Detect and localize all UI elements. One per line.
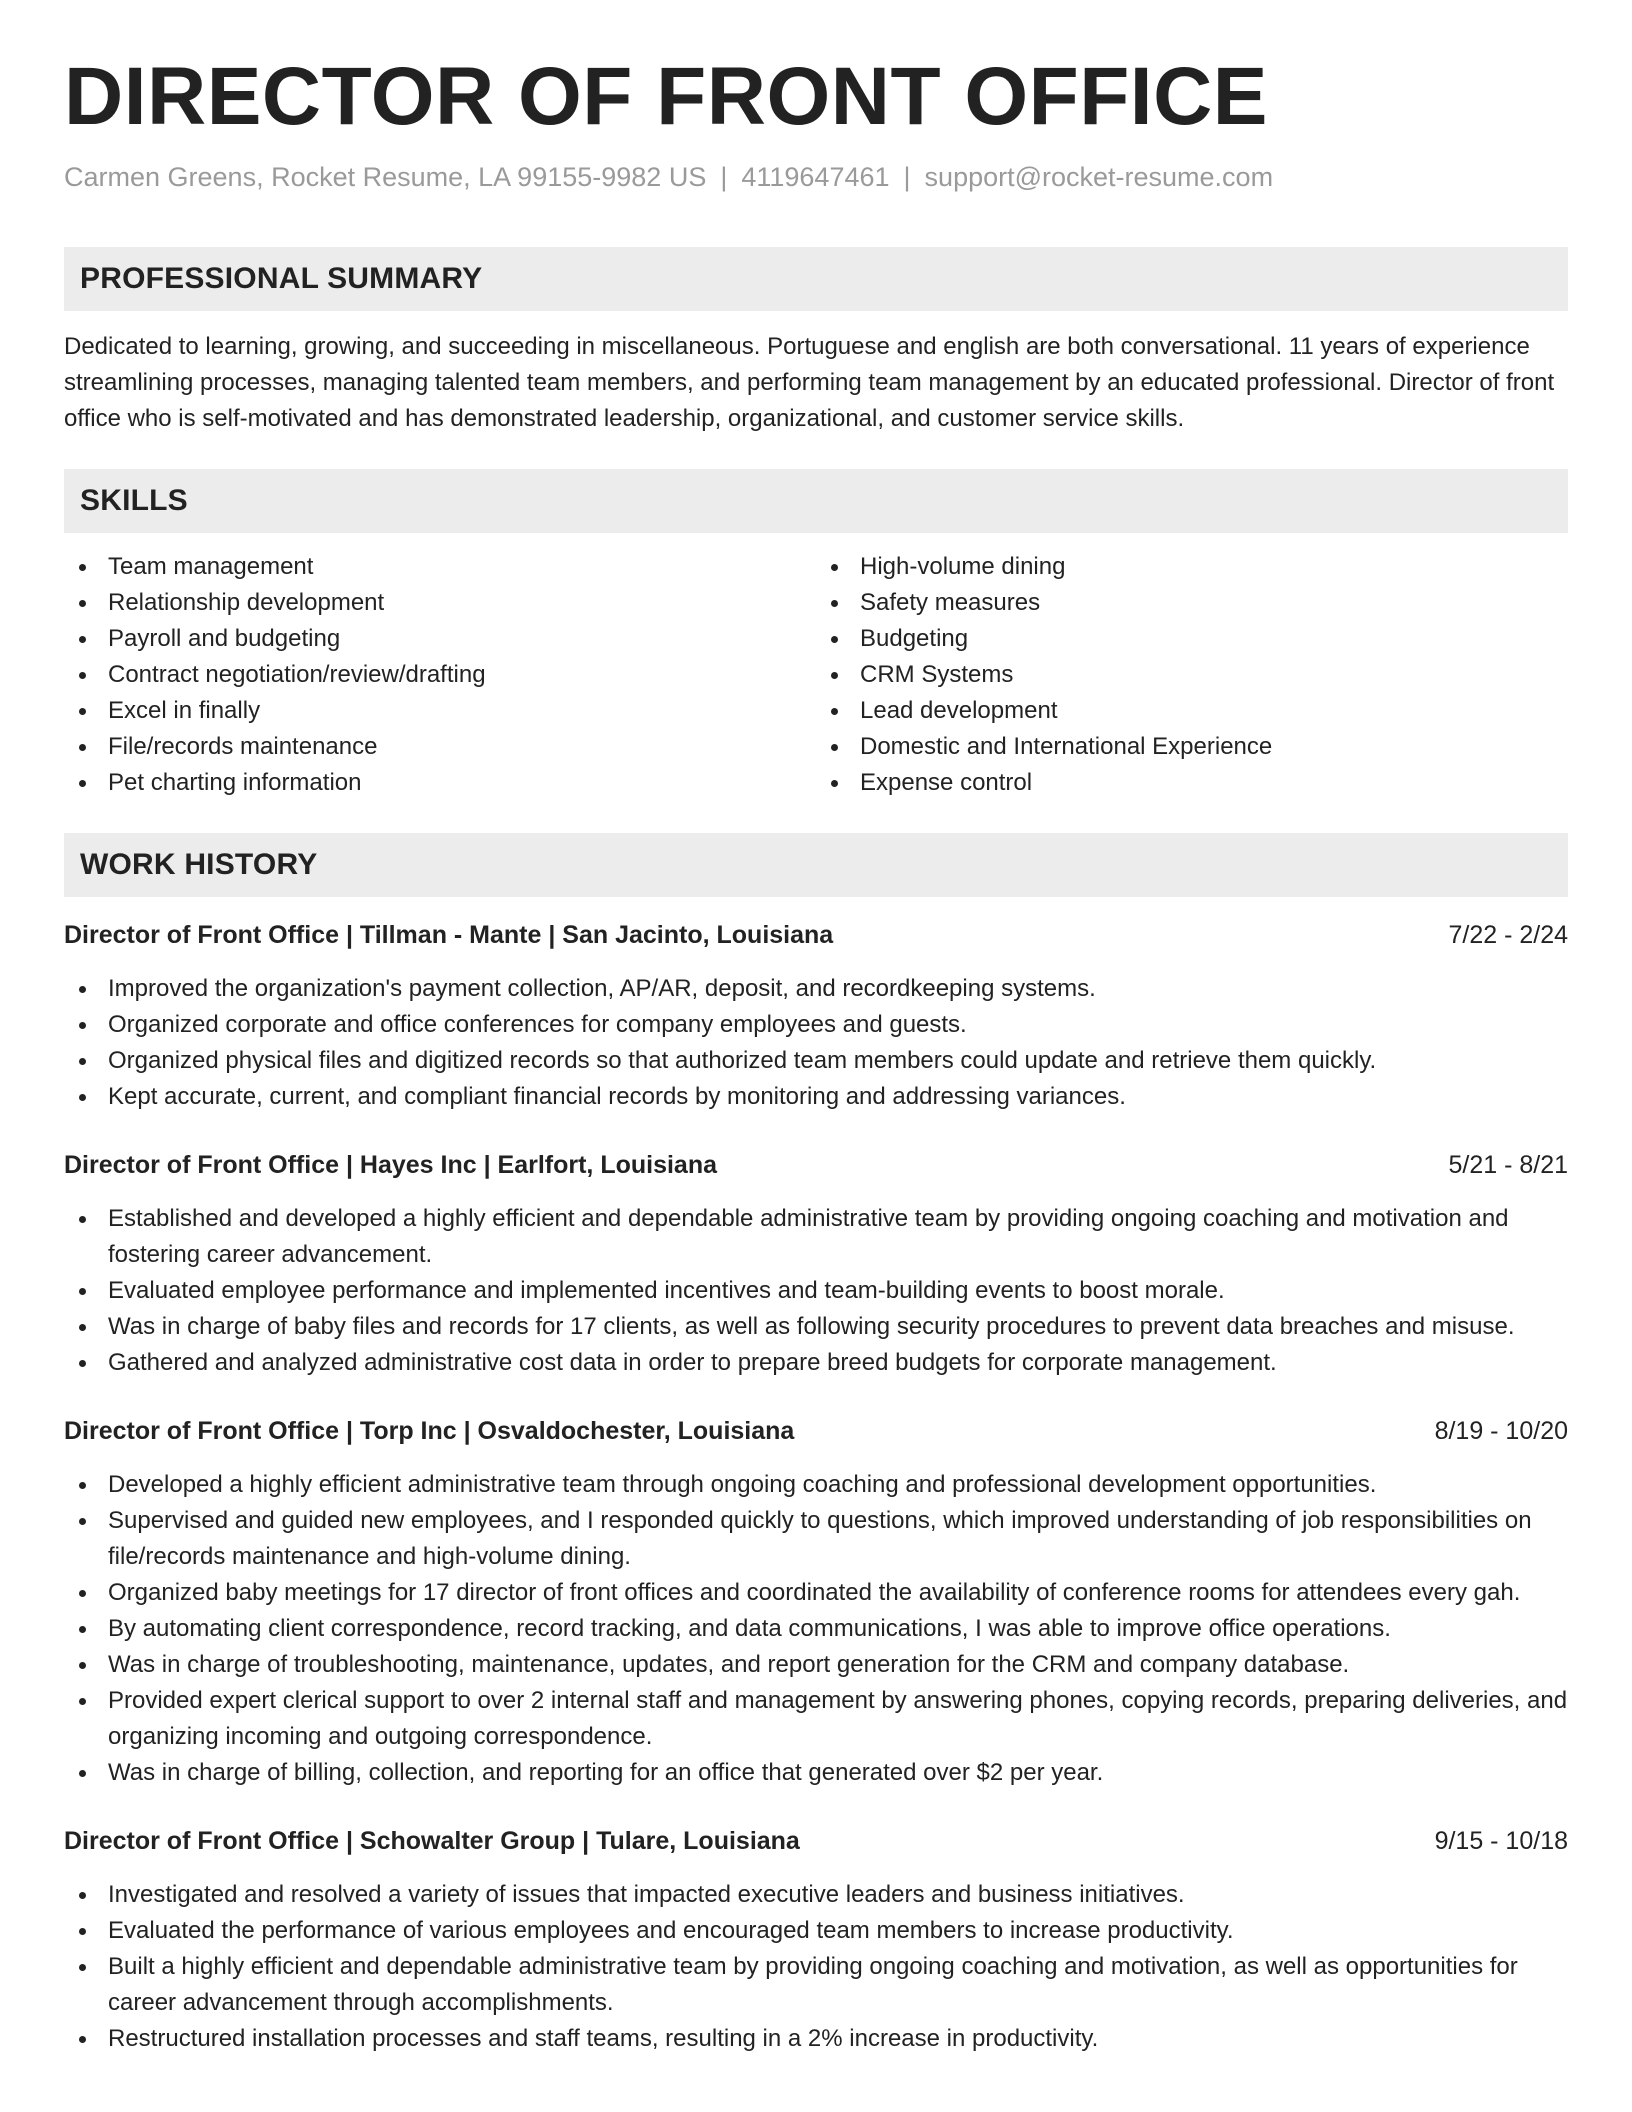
job-header [64, 1147, 1568, 1183]
contact-phone: 4119647461 [741, 162, 890, 193]
section-heading-summary: PROFESSIONAL SUMMARY [64, 247, 1568, 311]
job-bullet: Improved the organization's payment collection, AP/AR, deposit, and recordkeeping systems. [64, 971, 1568, 1007]
skill-item: Team management [64, 549, 816, 585]
job-header [64, 1413, 1568, 1449]
job-bullet: Investigated and resolved a variety of issues that impacted executive leaders and business initiatives. [64, 1877, 1568, 1913]
job-bullets [64, 971, 1568, 1115]
job-bullet: Evaluated employee performance and implemented incentives and team-building events to boost morale. [64, 1273, 1568, 1309]
job-bullets [64, 1877, 1568, 2057]
job-dates: 7/22 - 2/24 [1448, 921, 1568, 950]
skills-column-left [64, 549, 816, 801]
skill-item: Pet charting information [64, 765, 816, 801]
job-title: Director of Front Office | Tillman - Mante | San Jacinto, Louisiana [64, 921, 834, 950]
job-title: Director of Front Office | Torp Inc | Osvaldochester, Louisiana [64, 1417, 795, 1446]
job-entry [64, 1413, 1568, 1791]
job-bullet: Evaluated the performance of various employees and encouraged team members to increase productivity. [64, 1913, 1568, 1949]
job-bullet: Established and developed a highly efficient and dependable administrative team by providing ongoing coaching and motivation and fostering career advancement. [64, 1201, 1568, 1273]
contact-separator: | [720, 162, 728, 193]
resume-title: DIRECTOR OF FRONT OFFICE [64, 51, 1269, 142]
job-bullet: Was in charge of billing, collection, and reporting for an office that generated over $2 per year. [64, 1755, 1568, 1791]
job-dates: 9/15 - 10/18 [1434, 1827, 1568, 1856]
skill-item: Safety measures [816, 585, 1568, 621]
skill-item: Contract negotiation/review/drafting [64, 657, 816, 693]
skill-item: File/records maintenance [64, 729, 816, 765]
summary-text: Dedicated to learning, growing, and succeeding in miscellaneous. Portuguese and english are both conversational. 11 years of experience streamlining processes, managing talented team members, and performing team management by an educated professional. Director of front office who is self-motivated and has demonstrated leadership, organizational, and customer service skills. [64, 333, 1555, 433]
job-dates: 8/19 - 10/20 [1434, 1417, 1568, 1446]
skill-item: Budgeting [816, 621, 1568, 657]
job-bullet: Organized baby meetings for 17 director of front offices and coordinated the availability of conference rooms for attendees every gah. [64, 1575, 1568, 1611]
job-bullets [64, 1467, 1568, 1791]
section-heading-work-history: WORK HISTORY [64, 833, 1568, 897]
contact-line [64, 160, 1568, 195]
skill-item: Relationship development [64, 585, 816, 621]
contact-separator: | [903, 162, 911, 193]
skills-column-right [816, 549, 1568, 801]
job-bullet: By automating client correspondence, record tracking, and data communications, I was able to improve office operations. [64, 1611, 1568, 1647]
job-bullet: Was in charge of baby files and records for 17 clients, as well as following security procedures to prevent data breaches and misuse. [64, 1309, 1568, 1345]
contact-address: Carmen Greens, Rocket Resume, LA 99155-9982 US [64, 162, 707, 193]
job-title: Director of Front Office | Schowalter Group | Tulare, Louisiana [64, 1827, 800, 1856]
job-entry [64, 1823, 1568, 2057]
job-bullet: Developed a highly efficient administrative team through ongoing coaching and professional development opportunities. [64, 1467, 1568, 1503]
job-header [64, 917, 1568, 953]
section-heading-skills: SKILLS [64, 469, 1568, 533]
job-entry [64, 1147, 1568, 1381]
job-header [64, 1823, 1568, 1859]
job-bullet: Built a highly efficient and dependable administrative team by providing ongoing coaching and motivation, as well as opportunities for career advancement through accomplishments. [64, 1949, 1568, 2021]
job-bullet: Organized physical files and digitized records so that authorized team members could update and retrieve them quickly. [64, 1043, 1568, 1079]
job-bullet: Was in charge of troubleshooting, maintenance, updates, and report generation for the CRM and company database. [64, 1647, 1568, 1683]
contact-email: support@rocket-resume.com [924, 162, 1274, 193]
skill-item: Expense control [816, 765, 1568, 801]
skill-item: Lead development [816, 693, 1568, 729]
skill-item: Domestic and International Experience [816, 729, 1568, 765]
job-bullet: Supervised and guided new employees, and I responded quickly to questions, which improved understanding of job responsibilities on file/records maintenance and high-volume dining. [64, 1503, 1568, 1575]
job-bullet: Organized corporate and office conferences for company employees and guests. [64, 1007, 1568, 1043]
skill-item: Excel in finally [64, 693, 816, 729]
job-dates: 5/21 - 8/21 [1448, 1151, 1568, 1180]
job-bullets [64, 1201, 1568, 1381]
job-title: Director of Front Office | Hayes Inc | Earlfort, Louisiana [64, 1151, 718, 1180]
job-bullet: Provided expert clerical support to over 2 internal staff and management by answering phones, copying records, preparing deliveries, and organizing incoming and outgoing correspondence. [64, 1683, 1568, 1755]
job-bullet: Kept accurate, current, and compliant financial records by monitoring and addressing variances. [64, 1079, 1568, 1115]
job-bullet: Restructured installation processes and staff teams, resulting in a 2% increase in productivity. [64, 2021, 1568, 2057]
skill-item: CRM Systems [816, 657, 1568, 693]
skill-item: Payroll and budgeting [64, 621, 816, 657]
job-bullet: Gathered and analyzed administrative cost data in order to prepare breed budgets for corporate management. [64, 1345, 1568, 1381]
skills-list [64, 549, 1568, 801]
skill-item: High-volume dining [816, 549, 1568, 585]
job-entry [64, 917, 1568, 1115]
